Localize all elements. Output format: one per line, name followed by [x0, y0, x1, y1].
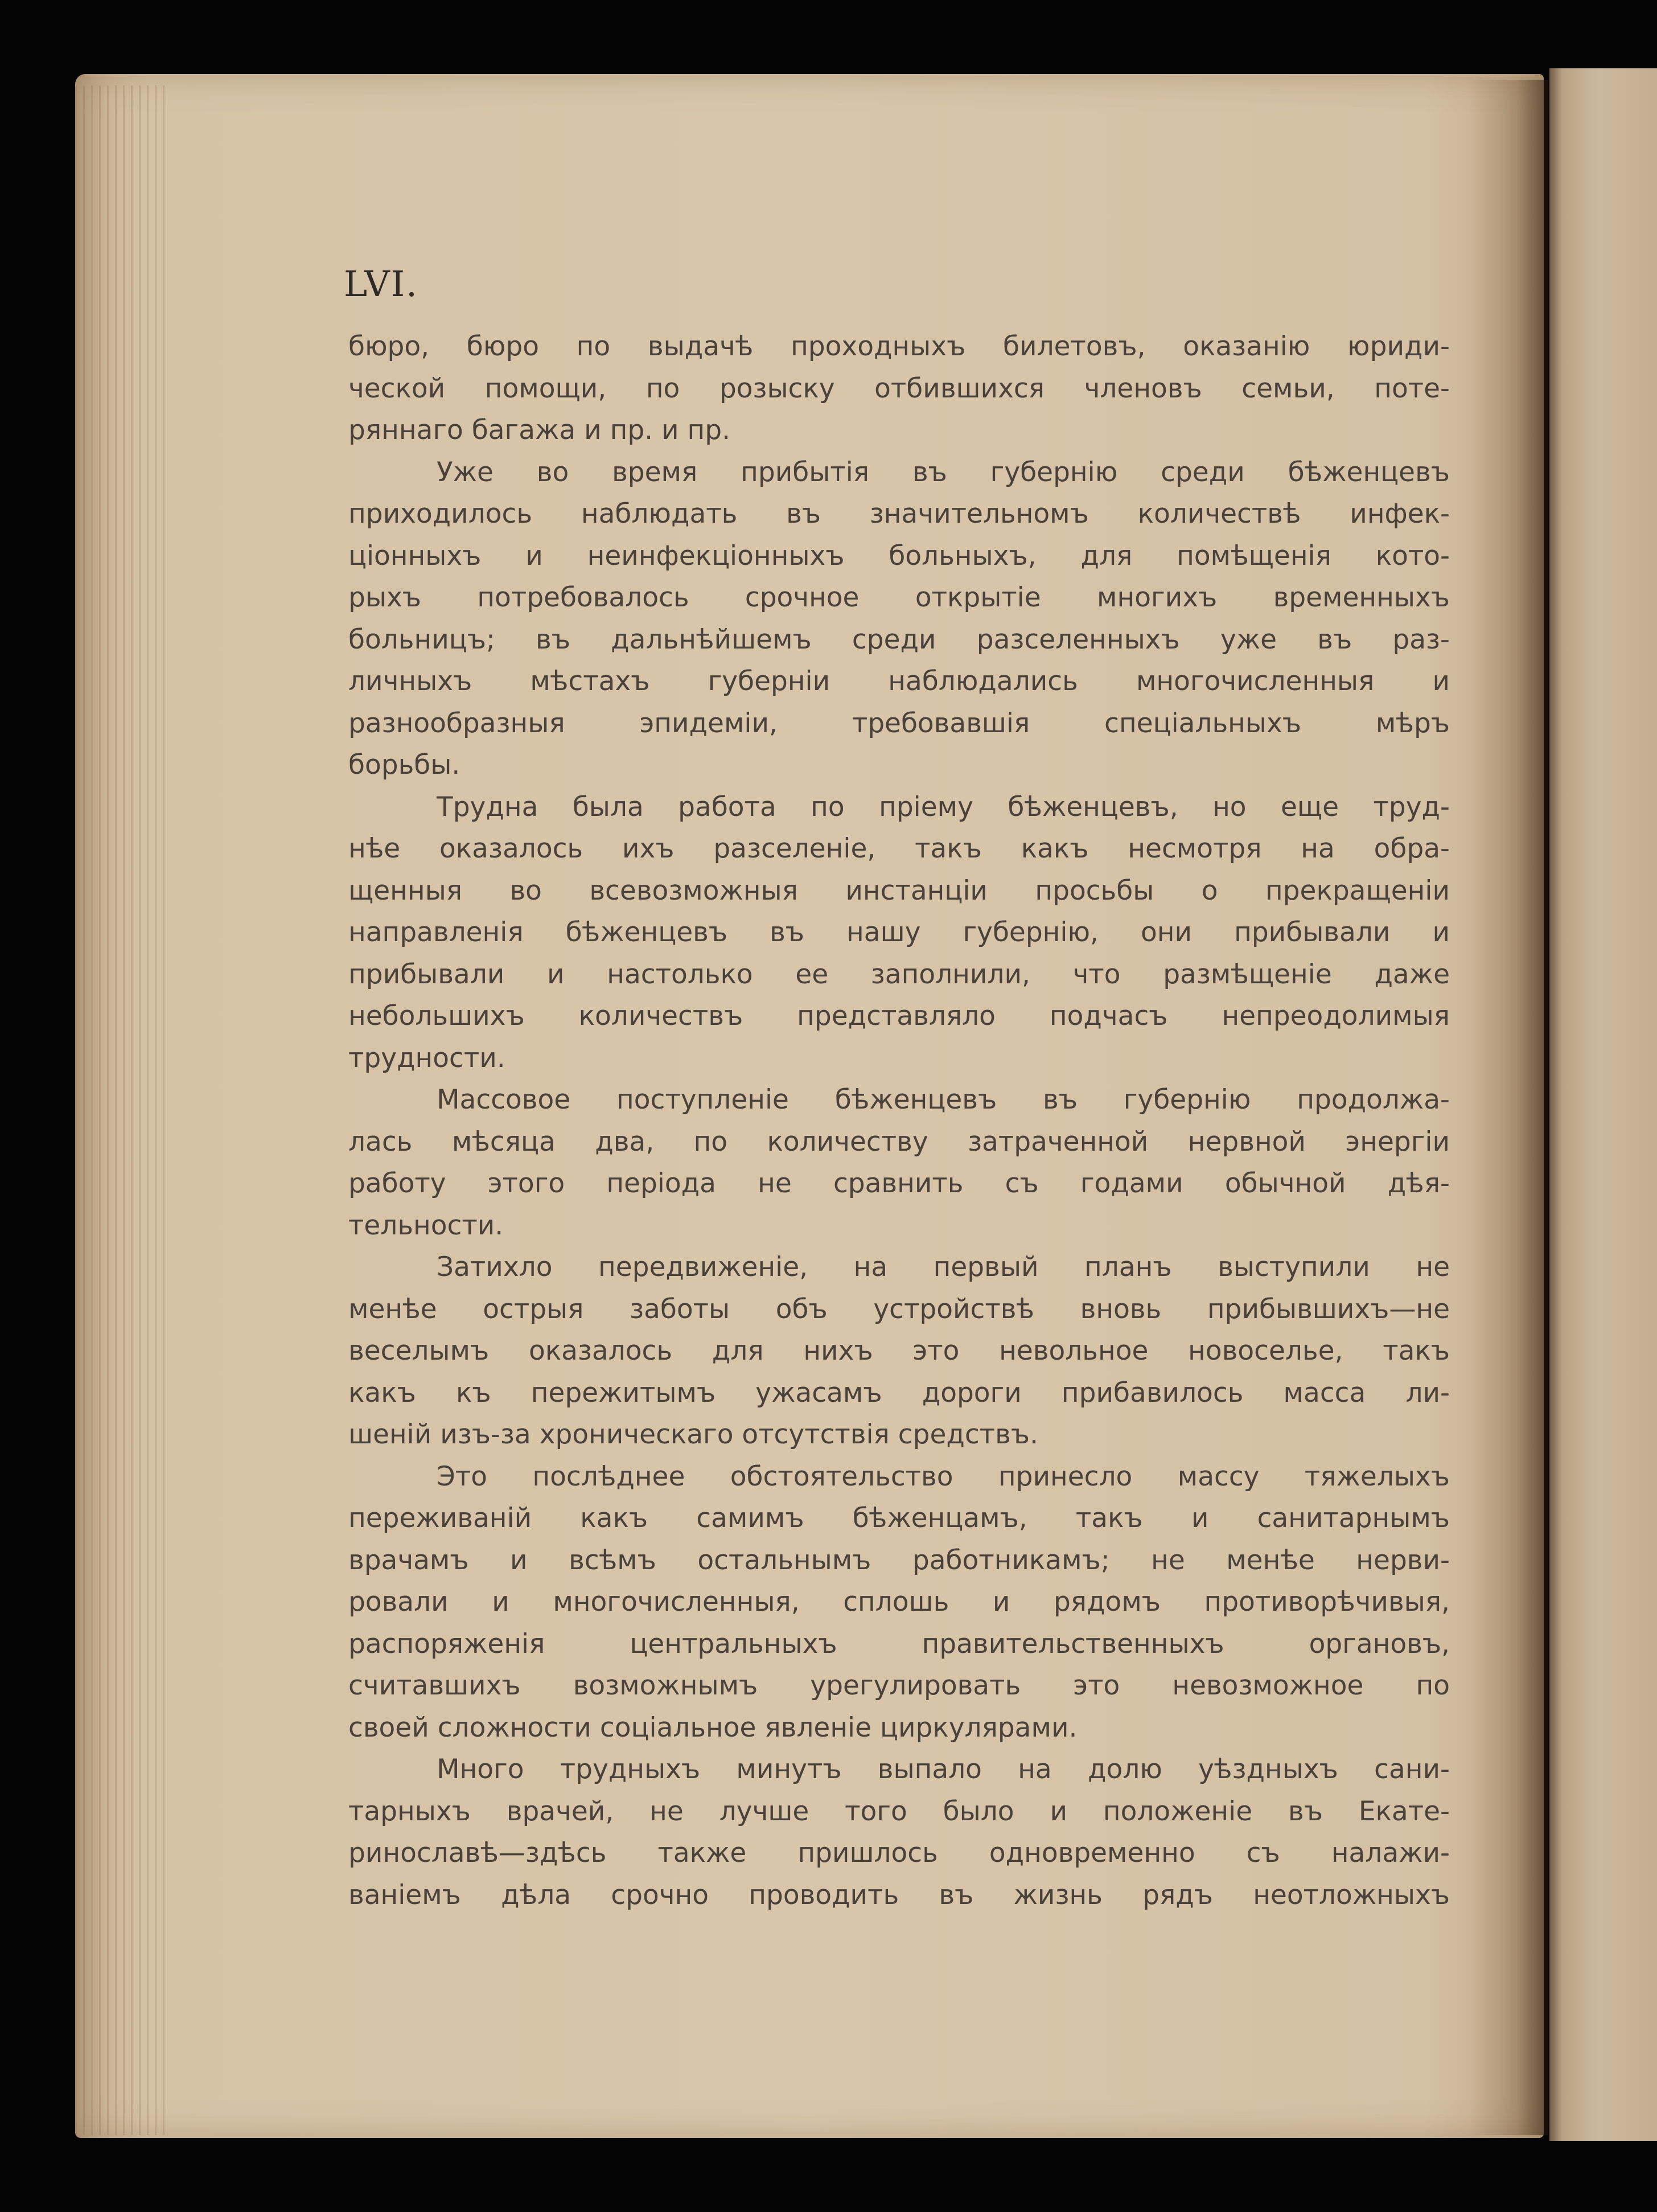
text-line: тарныхъ врачей, не лучше того было и положеніе въ Екате-	[348, 1795, 1450, 1827]
page-number: LVI.	[344, 263, 418, 305]
text-line: шеній изъ-за хроническаго отсутствія средствъ.	[348, 1419, 1038, 1450]
text-line: переживаній какъ самимъ бѣженцамъ, такъ и санитарнымъ	[348, 1503, 1450, 1534]
text-line: рыхъ потребовалось срочное открытіе многихъ временныхъ	[348, 582, 1450, 613]
adjacent-page	[1549, 68, 1657, 2141]
text-line: тельности.	[348, 1209, 504, 1241]
text-line: распоряженія центральныхъ правительственныхъ органовъ,	[348, 1628, 1450, 1660]
text-line: небольшихъ количествъ представляло подчасъ непреодолимыя	[348, 1000, 1450, 1032]
text-line: работу этого періода не сравнить съ годами обычной дѣя-	[348, 1168, 1450, 1199]
text-line: Это послѣднее обстоятельство принесло массу тяжелыхъ	[437, 1460, 1450, 1492]
text-line: личныхъ мѣстахъ губерніи наблюдались многочисленныя и	[348, 666, 1450, 697]
text-line: Много трудныхъ минутъ выпало на долю уѣздныхъ сани-	[437, 1754, 1450, 1785]
text-line: прибывали и настолько ее заполнили, что размѣщеніе даже	[348, 958, 1450, 990]
text-line: направленія бѣженцевъ въ нашу губернію, они прибывали и	[348, 917, 1450, 948]
text-line: ринославѣ—здѣсь также пришлось одновременно съ налажи-	[348, 1837, 1450, 1869]
text-line: своей сложности соціальное явленіе циркулярами.	[348, 1712, 1078, 1743]
body-text	[348, 326, 1450, 1916]
text-line: Трудна была работа по пріему бѣженцевъ, но еще труд-	[437, 791, 1450, 823]
text-line: щенныя во всевозможныя инстанціи просьбы о прекращеніи	[348, 875, 1450, 906]
text-line: считавшихъ возможнымъ урегулировать это невозможное по	[348, 1670, 1450, 1701]
text-line: Затихло передвиженіе, на первый планъ выступили не	[437, 1251, 1450, 1283]
text-line: нѣе оказалось ихъ разселеніе, такъ какъ несмотря на обра-	[348, 833, 1450, 864]
text-line: лась мѣсяца два, по количеству затраченной нервной энергіи	[348, 1126, 1450, 1158]
text-line: Уже во время прибытія въ губернію среди бѣженцевъ	[437, 456, 1450, 488]
text-line: веселымъ оказалось для нихъ это невольное новоселье, такъ	[348, 1335, 1450, 1366]
text-line: какъ къ пережитымъ ужасамъ дороги прибавилось масса ли-	[348, 1377, 1450, 1409]
text-line: приходилось наблюдать въ значительномъ количествѣ инфек-	[348, 498, 1450, 530]
text-line: ровали и многочисленныя, сплошь и рядомъ противорѣчивыя,	[348, 1586, 1450, 1618]
text-line: врачамъ и всѣмъ остальнымъ работникамъ; не менѣе нерви-	[348, 1544, 1450, 1576]
text-line: больницъ; въ дальнѣйшемъ среди разселенныхъ уже въ раз-	[348, 623, 1450, 655]
text-line: разнообразныя эпидеміи, требовавшія спеціальныхъ мѣръ	[348, 707, 1450, 739]
text-line: ціонныхъ и неинфекціонныхъ больныхъ, для помѣщенія кото-	[348, 540, 1450, 572]
text-line: трудности.	[348, 1042, 505, 1074]
text-line: борьбы.	[348, 749, 460, 781]
text-line: ваніемъ дѣла срочно проводить въ жизнь рядъ неотложныхъ	[348, 1879, 1450, 1911]
text-line: менѣе острыя заботы объ устройствѣ вновь прибывшихъ—не	[348, 1293, 1450, 1325]
text-line: Массовое поступленіе бѣженцевъ въ губернію продолжа-	[437, 1084, 1450, 1115]
text-line: ряннаго багажа и пр. и пр.	[348, 415, 731, 446]
text-line: бюро, бюро по выдачѣ проходныхъ билетовъ, оказанію юриди-	[348, 331, 1450, 362]
text-line: ческой помощи, по розыску отбившихся членовъ семьи, поте-	[348, 372, 1450, 404]
page-stack-edge	[75, 85, 166, 2135]
spine-shadow	[1469, 80, 1548, 2135]
